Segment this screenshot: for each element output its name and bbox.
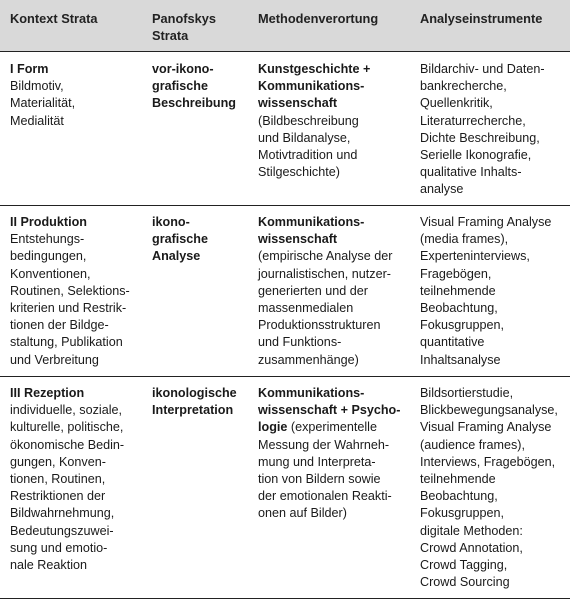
row-produktion-strata: ikono- grafische Analyse	[152, 215, 208, 264]
header-divider	[0, 51, 570, 52]
row-form-tools: Bildarchiv- und Daten- bankrecherche, Quellenkritik, Literaturrecherche, Dichte Beschreibung, Serielle Ikonografie, qualitative Inhalts- analyse	[420, 62, 545, 197]
header-methodenverortung: Methodenverortung	[258, 11, 379, 26]
header-analyseinstrumente: Analyseinstrumente	[420, 11, 543, 26]
table-bottom-rule	[0, 598, 570, 599]
row-produktion-context: II Produktion Entstehungs- bedingungen, Konventionen, Routinen, Selektions- kriterien und Restrik- tionen der Bildge- staltung, Publikation und Verbreitung	[10, 215, 130, 367]
row-divider	[0, 376, 570, 377]
header-panofskys-strata: Panofskys Strata	[152, 11, 217, 43]
row-divider	[0, 205, 570, 206]
row-form-method: Kunstgeschichte + Kommunikations- wissenschaft (Bildbeschreibung und Bildanalyse, Motivtradition und Stilgeschichte)	[258, 62, 371, 180]
row-rezeption-context: III Rezeption individuelle, soziale, kulturelle, politische, ökonomische Bedin- gungen, Konven- tionen, Routinen, Restriktionen der Bildwahrnehmung, Bedeutungszuwei- sung und emotio- nale Reaktion	[10, 386, 125, 573]
row-rezeption-method: Kommunikations- wissenschaft + Psycho- logie (experimentelle Messung der Wahrneh- mung und Interpreta- tion von Bildern sowie der emotionalen Reakti- onen auf Bilder)	[258, 386, 401, 521]
row-produktion-method: Kommunikations- wissenschaft (empirische Analyse der journalistischen, nutzer- generierten und der massenmedialen Produktionsstrukturen und Funktions- zusammenhänge)	[258, 215, 393, 367]
row-rezeption-tools: Bildsortierstudie, Blickbewegungsanalyse, Visual Framing Analyse (audience frames), Interviews, Fragebögen, teilnehmende Beobachtung, Fokusgruppen, digitale Methoden: Crowd Annotation, Crowd Tagging, Crowd Sourcing	[420, 386, 558, 590]
row-form-context: I Form Bildmotiv, Materialität, Medialität	[10, 62, 76, 128]
header-kontext-strata: Kontext Strata	[10, 11, 98, 26]
row-rezeption-strata: ikonologische Interpretation	[152, 386, 237, 418]
row-produktion-tools: Visual Framing Analyse (media frames), Experteninterviews, Fragebögen, teilnehmende Beobachtung, Fokusgruppen, quantitative Inhaltsanalyse	[420, 215, 552, 367]
row-form-strata: vor-ikono- grafische Beschreibung	[152, 62, 236, 111]
